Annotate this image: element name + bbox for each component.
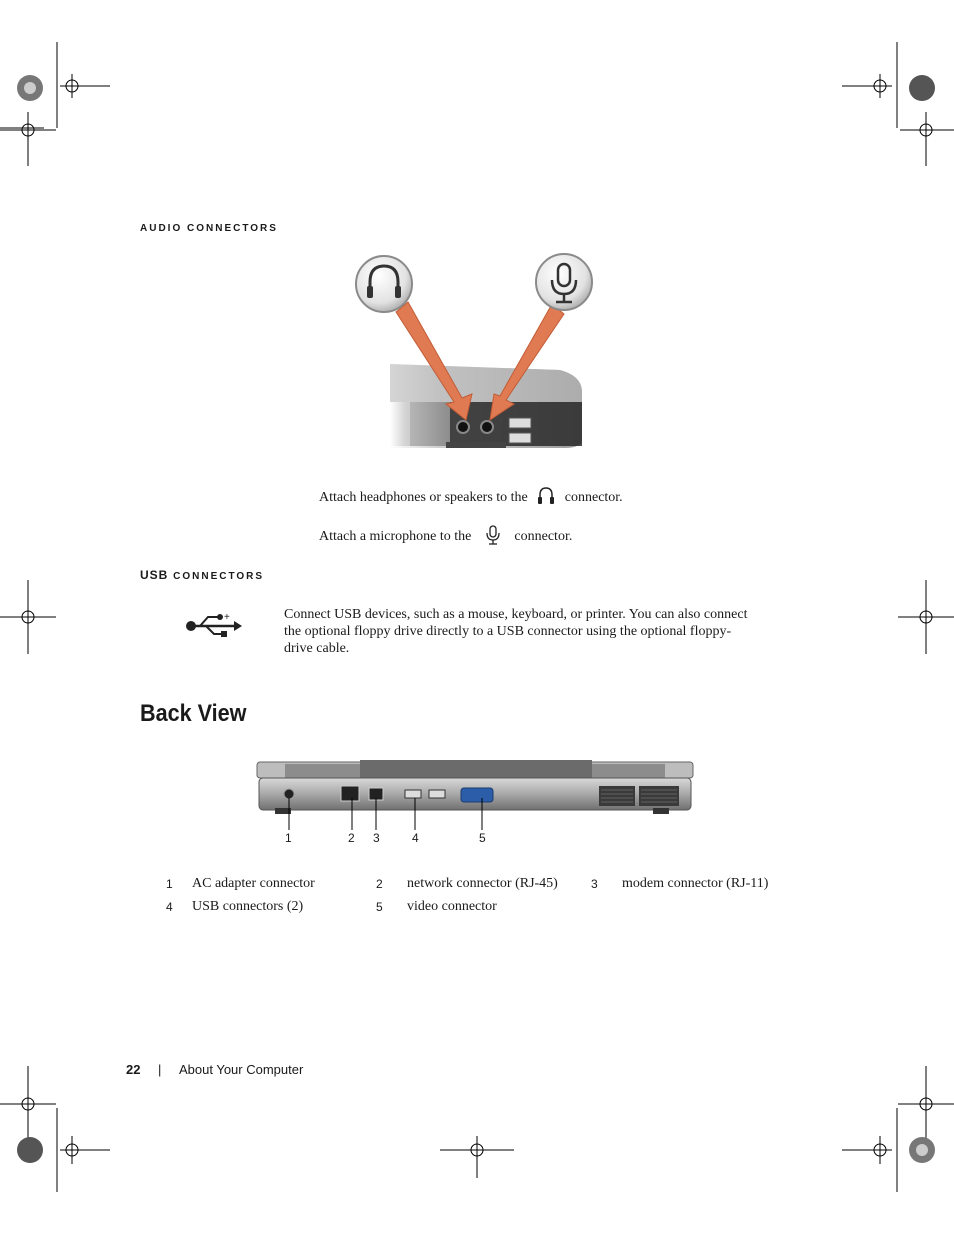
microphone-inline-icon [481, 525, 505, 545]
callout-3: 3 [373, 831, 380, 845]
microphone-text: Attach a microphone to the [319, 529, 472, 544]
microphone-text-suffix: connector. [514, 529, 573, 544]
svg-text:+: + [224, 612, 230, 623]
headphones-instruction [319, 486, 623, 506]
microphone-icon [536, 254, 592, 310]
callout-1: 1 [285, 831, 292, 845]
vga-port [461, 788, 493, 802]
headphones-inline-icon [533, 486, 559, 506]
back-view-title: Back View [140, 700, 247, 727]
audio-connectors-heading: AUDIO CONNECTORS [140, 223, 278, 234]
legend-num: 3 [591, 877, 598, 891]
ac-adapter-port [284, 789, 294, 799]
usb-description-line: the optional floppy drive directly to a USB connector using the optional floppy- [284, 624, 732, 639]
footer-section-title: About Your Computer [179, 1062, 304, 1077]
rj45-port [341, 786, 359, 801]
usb-icon [184, 612, 244, 640]
audio-connectors-illustration [350, 252, 600, 457]
legend-num: 1 [166, 877, 173, 891]
callout-2: 2 [348, 831, 355, 845]
legend-label: video connector [407, 899, 497, 914]
usb-heading-usb: USB [140, 568, 169, 582]
footer-separator: | [158, 1062, 162, 1077]
callout-5: 5 [479, 831, 486, 845]
headphones-text-suffix: connector. [564, 490, 623, 505]
legend-num: 5 [376, 900, 383, 914]
legend-label: modem connector (RJ-11) [622, 876, 769, 891]
legend-label: AC adapter connector [192, 876, 315, 891]
usb-heading-rest: CONNECTORS [173, 571, 265, 582]
back-view-illustration [255, 758, 695, 848]
headphones-text: Attach headphones or speakers to the [319, 490, 528, 505]
legend-label: USB connectors (2) [192, 899, 304, 914]
usb-description-line: drive cable. [284, 641, 350, 656]
page-number: 22 [126, 1062, 141, 1077]
usb-connectors-heading [140, 568, 264, 582]
microphone-instruction [319, 525, 572, 545]
usb-port-2 [429, 790, 445, 798]
callout-4: 4 [412, 831, 419, 845]
legend-num: 2 [376, 877, 383, 891]
usb-description [284, 606, 764, 657]
usb-port-1 [405, 790, 421, 798]
legend-num: 4 [166, 900, 173, 914]
legend-label: network connector (RJ-45) [407, 876, 558, 891]
usb-description-line: Connect USB devices, such as a mouse, keyboard, or printer. You can also connect [284, 607, 748, 622]
headphones-icon [356, 256, 412, 312]
